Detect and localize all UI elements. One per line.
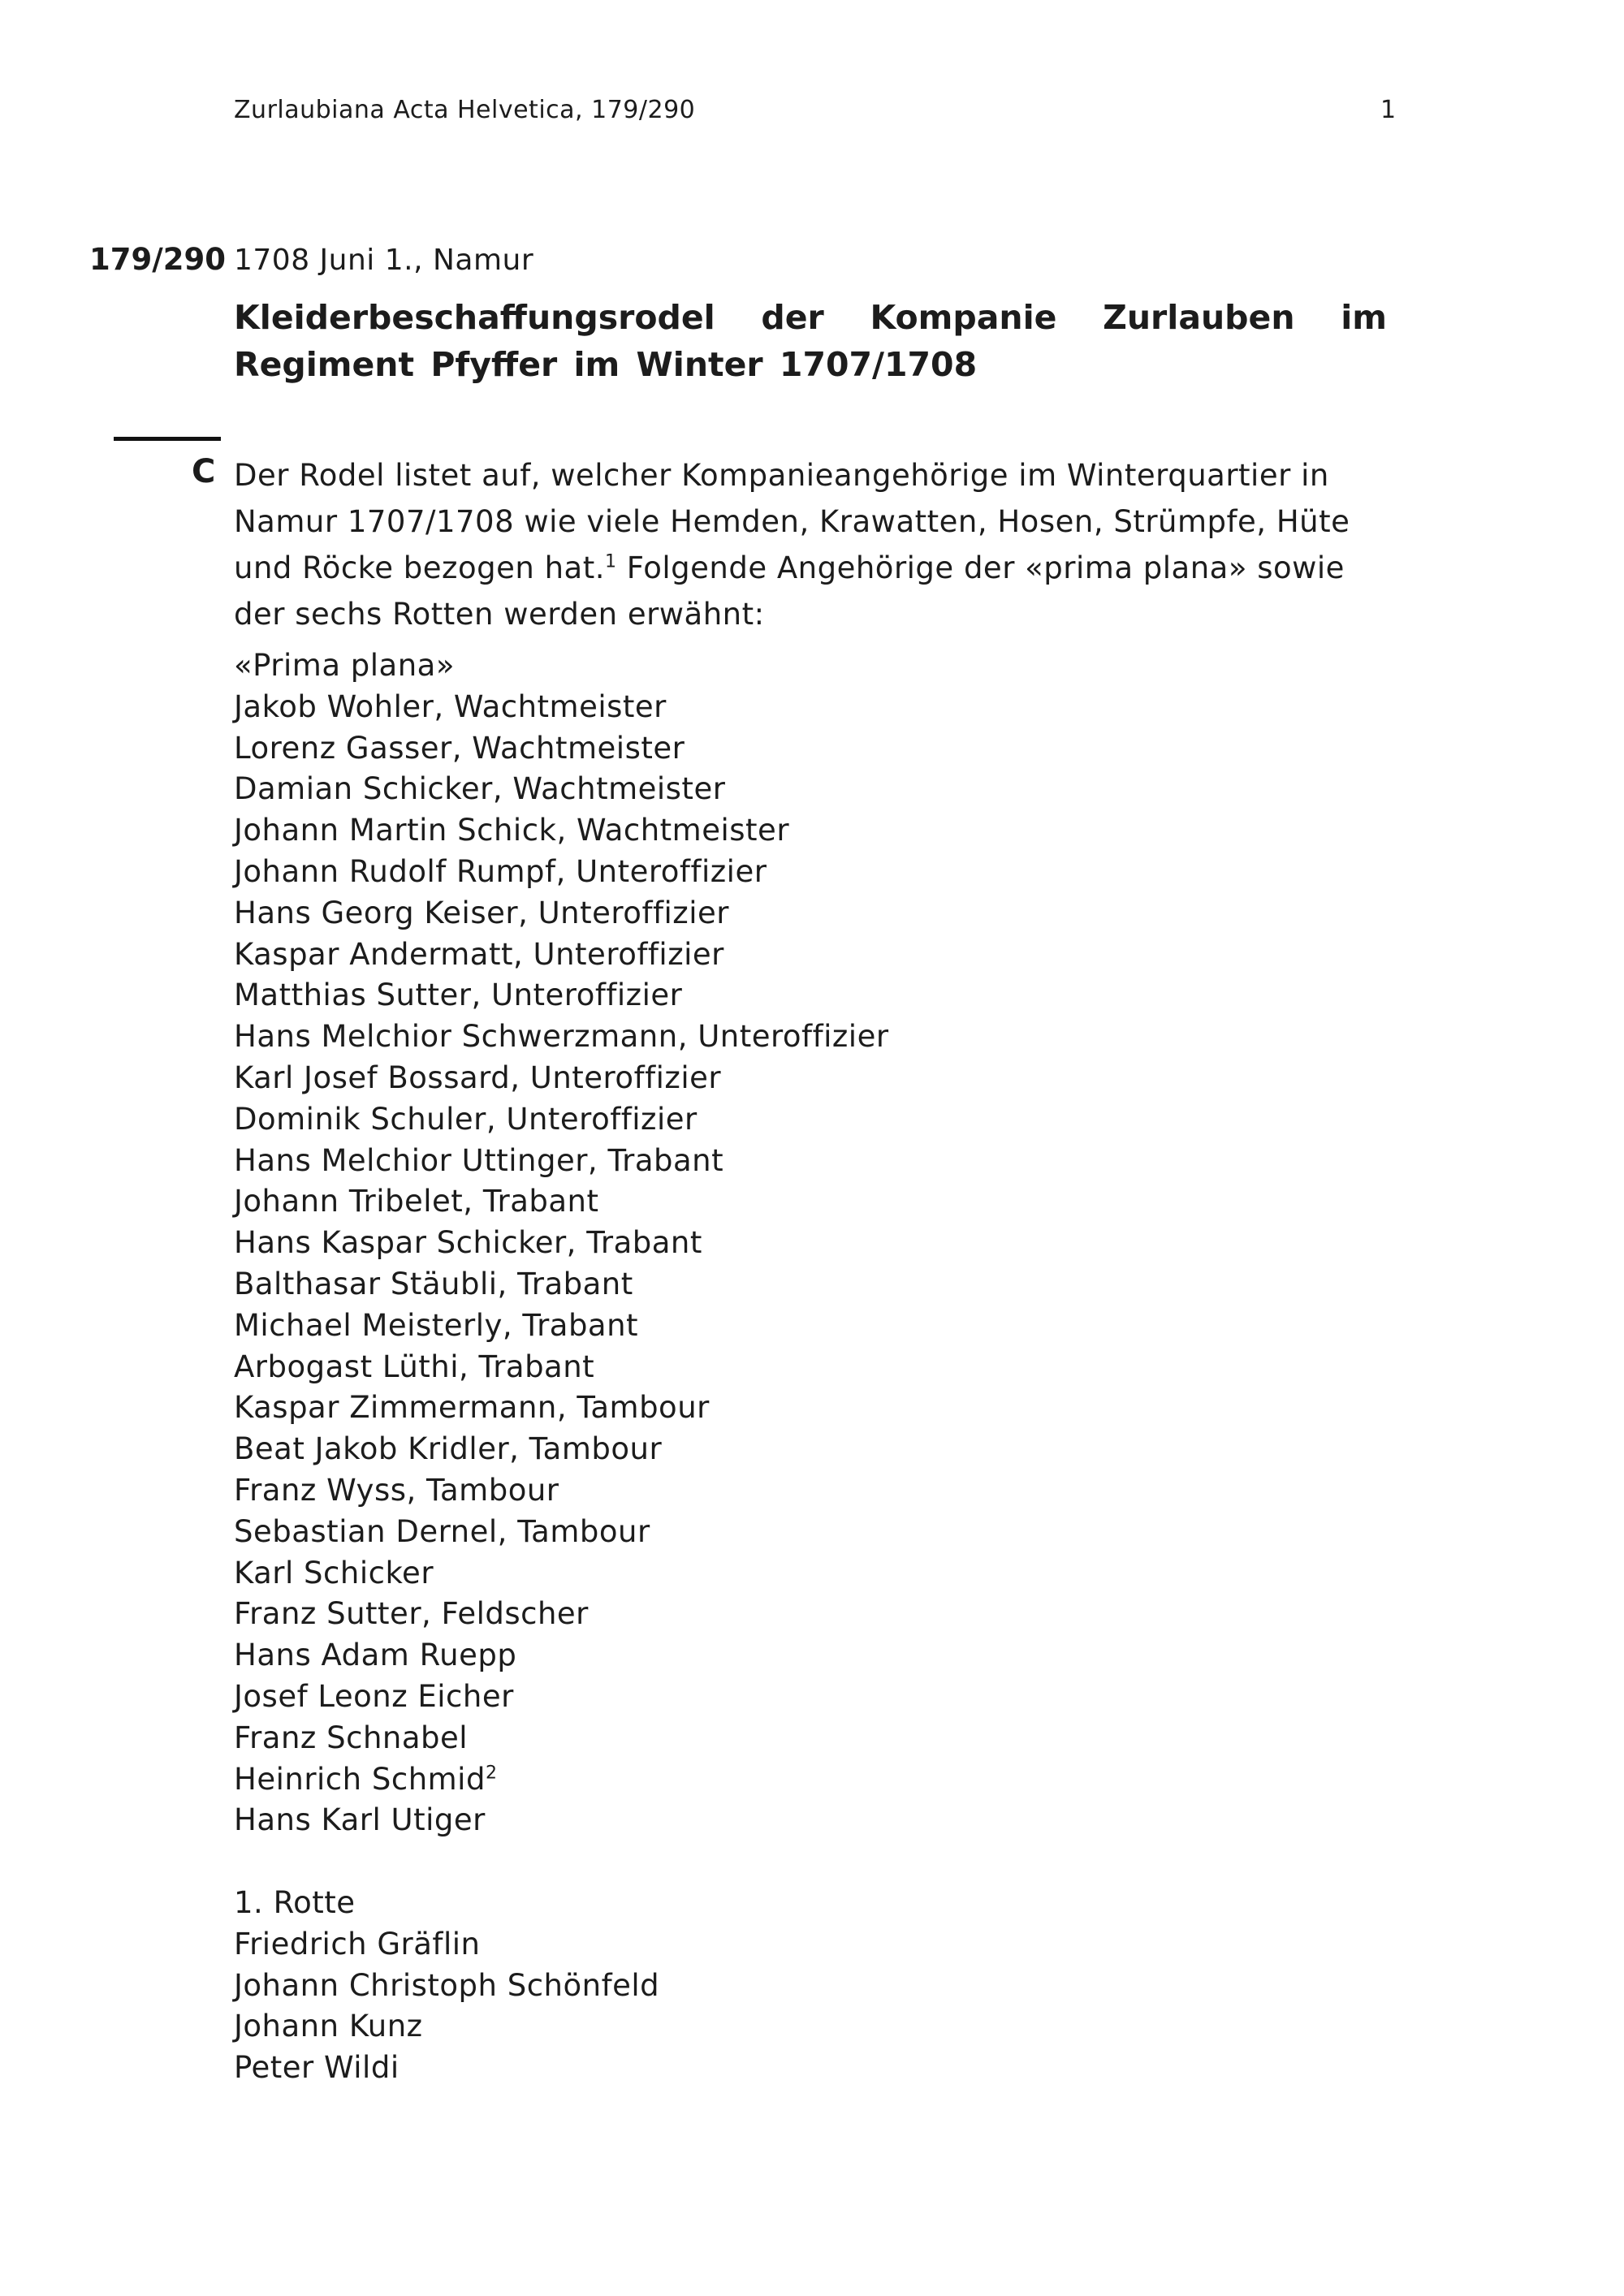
list-item: Hans Karl Utiger xyxy=(234,1802,486,1838)
list-item: Franz Wyss, Tambour xyxy=(234,1472,559,1508)
list-item-with-footnote xyxy=(234,1759,889,1801)
list-item-text: Heinrich Schmid xyxy=(234,1761,486,1797)
list-item: Hans Melchior Schwerzmann, Unteroffizier xyxy=(234,1019,889,1055)
intro-paragraph xyxy=(234,452,1403,637)
personnel-list xyxy=(234,645,889,2089)
list-item: Johann Kunz xyxy=(234,2009,423,2044)
intro-text-part2: Folgende Angehörige der «prima plana» sowie der sechs Rotten werden erwähnt: xyxy=(234,550,1345,632)
list-item: Franz Sutter, Feldscher xyxy=(234,1596,589,1632)
list-item: Karl Schicker xyxy=(234,1555,434,1590)
list-item: Johann Rudolf Rumpf, Unteroffizier xyxy=(234,853,767,889)
prima-plana-heading: «Prima plana» xyxy=(234,648,455,683)
list-item: Lorenz Gasser, Wachtmeister xyxy=(234,730,685,766)
list-item: Damian Schicker, Wachtmeister xyxy=(234,771,726,807)
document-date-place: 1708 Juni 1., Namur xyxy=(234,244,534,277)
page-number: 1 xyxy=(1380,96,1397,124)
list-item: Franz Schnabel xyxy=(234,1720,469,1755)
list-item: Hans Adam Ruepp xyxy=(234,1638,517,1673)
list-item: Johann Christoph Schönfeld xyxy=(234,1967,660,2003)
section-rule xyxy=(114,437,221,441)
list-item: Beat Jakob Kridler, Tambour xyxy=(234,1431,663,1467)
list-spacer xyxy=(234,1841,889,1883)
list-item: Hans Kaspar Schicker, Trabant xyxy=(234,1225,702,1261)
list-item: Michael Meisterly, Trabant xyxy=(234,1307,639,1343)
list-item: Peter Wildi xyxy=(234,2050,400,2086)
list-item: Josef Leonz Eicher xyxy=(234,1678,514,1714)
list-item: Johann Tribelet, Trabant xyxy=(234,1184,599,1219)
list-item: Arbogast Lüthi, Trabant xyxy=(234,1349,595,1384)
list-item: Dominik Schuler, Unteroffizier xyxy=(234,1101,698,1137)
list-item: Friedrich Gräflin xyxy=(234,1926,481,1962)
document-title: Kleiderbeschaffungsrodel der Kompanie Zurlauben im Regiment Pfyffer im Winter 1707/1708 xyxy=(234,298,1387,384)
rotte-1-heading: 1. Rotte xyxy=(234,1884,356,1920)
footnote-ref-2[interactable]: 2 xyxy=(485,1763,498,1784)
list-item: Sebastian Dernel, Tambour xyxy=(234,1513,650,1549)
list-item: Hans Melchior Uttinger, Trabant xyxy=(234,1142,724,1178)
running-header-title: Zurlaubiana Acta Helvetica, 179/290 xyxy=(234,96,696,124)
section-marker: C xyxy=(192,453,216,490)
footnote-ref-1[interactable]: 1 xyxy=(604,551,617,572)
document-number: 179/290 xyxy=(89,242,226,277)
list-item: Hans Georg Keiser, Unteroffizier xyxy=(234,895,729,930)
list-item: Kaspar Zimmermann, Tambour xyxy=(234,1390,710,1426)
list-item: Johann Martin Schick, Wachtmeister xyxy=(234,813,790,848)
list-item: Matthias Sutter, Unteroffizier xyxy=(234,978,683,1013)
list-item: Balthasar Stäubli, Trabant xyxy=(234,1266,633,1301)
list-item: Karl Josef Bossard, Unteroffizier xyxy=(234,1060,722,1095)
list-item: Jakob Wohler, Wachtmeister xyxy=(234,688,667,724)
list-item: Kaspar Andermatt, Unteroffizier xyxy=(234,936,724,972)
intro-text-part1: Der Rodel listet auf, welcher Kompanieangehörige im Winterquartier in Namur 1707/1708 wie viele Hemden, Krawatten, Hosen, Strümpfe, Hüte und Röcke bezogen hat. xyxy=(234,458,1350,585)
